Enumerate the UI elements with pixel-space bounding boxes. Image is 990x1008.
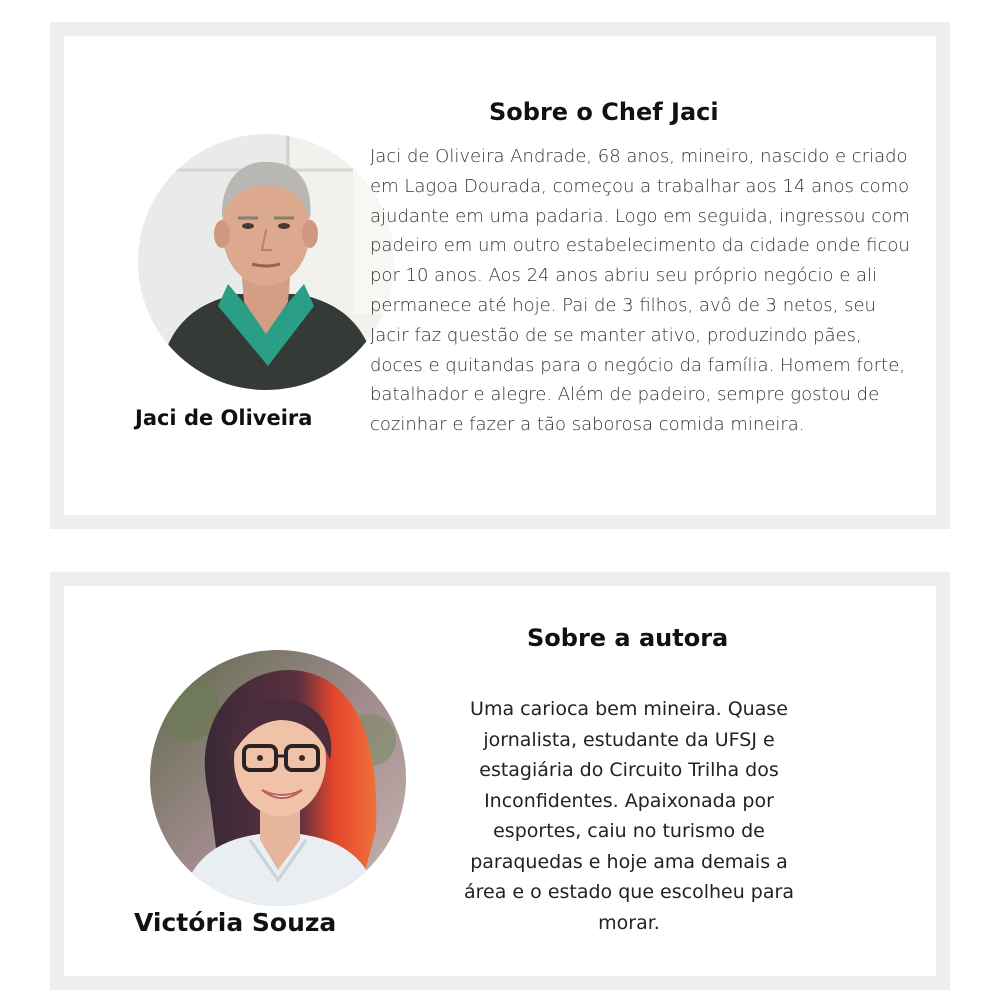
chef-heading: Sobre o Chef Jaci — [489, 98, 719, 126]
chef-bio: Jaci de Oliveira Andrade, 68 anos, mineiro, nascido e criado em Lagoa Dourada, começou a trabalhar aos 14 anos como ajudante em uma padaria. Logo em seguida, ingressou com padeiro em um outro estabelecimento da cidade onde ficou por 10 anos. Aos 24 anos abriu seu próprio negócio e ali permanece até hoje. Pai de 3 filhos, avô de 3 netos, seu Jacir faz questão de se manter ativo, produzindo pães, doces e quitandas para o negócio da família. Homem forte, batalhador e alegre. Além de padeiro, sempre gostou de cozinhar e fazer a tão saborosa comida mineira. — [370, 146, 910, 436]
author-heading: Sobre a autora — [527, 624, 729, 652]
chef-name: Jaci de Oliveira — [135, 406, 313, 430]
author-photo — [150, 650, 406, 906]
chef-card — [50, 22, 950, 529]
author-bio: Uma carioca bem mineira. Quase jornalista, estudante da UFSJ e estagiária do Circuito Trilha dos Inconfidentes. Apaixonada por esportes, caiu no turismo de paraquedas e hoje ama demais a área e o estado que escolheu para morar. — [464, 698, 794, 934]
chef-photo — [138, 134, 394, 390]
author-card — [50, 572, 950, 990]
author-name: Victória Souza — [134, 908, 337, 937]
